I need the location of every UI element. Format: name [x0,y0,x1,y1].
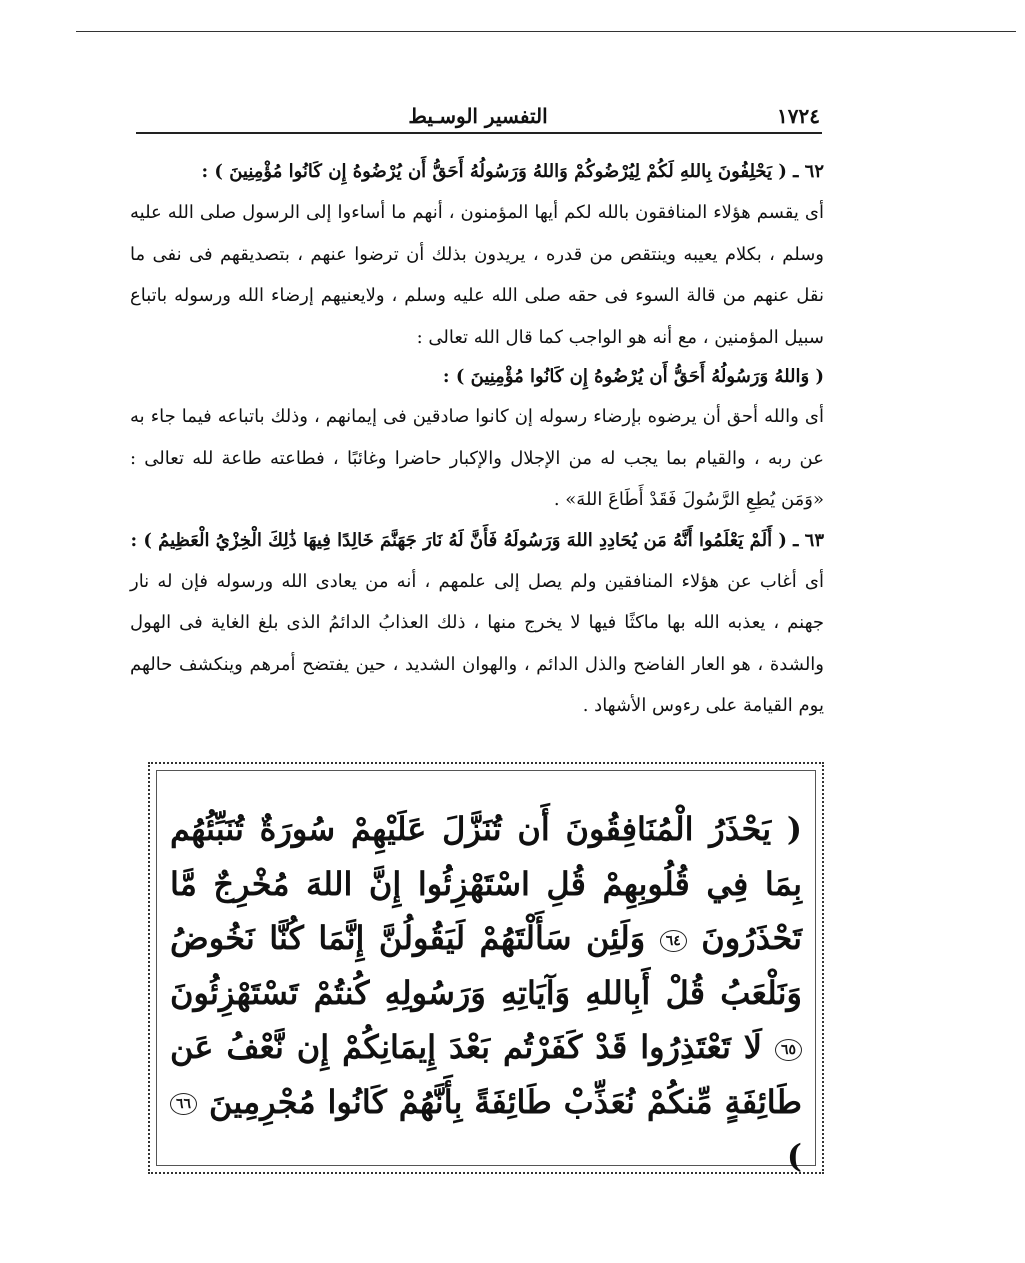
commentary-62-part2: أى والله أحق أن يرضوه بإرضاء رسوله إن كانوا صادقين فى إيمانهم ، وذلك باتباعه فيما جاء به عن ربه ، والقيام بما يجب له من الإجلال والإكبار حاضرا وغائبًا ، فطاعته طاعة لله تعالى : «وَمَن يُطِعِ الرَّسُولَ فَقَدْ أَطَاعَ اللهَ» . [130,406,824,510]
top-border-rule [76,31,1016,32]
quran-verses-text [170,802,802,1184]
commentary-62-part1: أى يقسم هؤلاء المنافقون بالله لكم أيها المؤمنون ، أنهم ما أساءوا إلى الرسول صلى الله عليه وسلم ، بكلام يعيبه وينتقص من قدره ، يريدون بذلك أن ترضوا عنهم ، بتصديقهم فى نفى ما نقل عنهم من قالة السوء فى حقه صلى الله عليه وسلم ، ولايعنيهم إرضاء الله ورسوله باتباع سبيل المؤمنين ، مع أنه هو الواجب كما قال الله تعالى : [130,202,824,348]
verse-62-heading: ٦٢ ـ ( يَحْلِفُونَ بِاللهِ لَكُمْ لِيُرْضُوكُمْ وَاللهُ وَرَسُولُهُ أَحَقُّ أَن يُرْضُوهُ إِن كَانُوا مُؤْمِنِينَ ) : [201,161,824,182]
running-title: التفسير الوسـيط [408,104,548,128]
quran-closing-bracket: ) [786,1137,802,1175]
ayah-marker-65: ٦٥ [775,1039,802,1061]
verse-63-heading: ٦٣ ـ ( أَلَمْ يَعْلَمُوا أَنَّهُ مَن يُحَادِدِ اللهَ وَرَسُولَهُ فَأَنَّ لَهُ نَارَ جَهَنَّمَ خَالِدًا فِيهَا ذَٰلِكَ الْخِزْيُ الْعَظِيمُ ) : [130,529,824,551]
commentary-body [130,152,824,727]
quran-verses-box [148,762,824,1174]
quran-segment-3: لَا تَعْتَذِرُوا قَدْ كَفَرْتُم بَعْدَ إِيمَانِكُمْ إِن نَّعْفُ عَن طَائِفَةٍ مِّنكُمْ نُعَذِّبْ طَائِفَةً بِأَنَّهُمْ كَانُوا مُجْرِمِينَ [170,1028,802,1121]
ayah-marker-64: ٦٤ [660,930,687,952]
commentary-63: أى أغاب عن هؤلاء المنافقين ولم يصل إلى علمهم ، أنه من يعادى الله ورسوله فإن له نار جهنم ، يعذبه الله بها ماكثًا فيها لا يخرج منها ، ذلك العذابُ الدائمُ الذى بلغ الغاية فى الهول والشدة ، هو العار الفاضح والذل الدائم ، والهوان الشديد ، حين يفتضح أمرهم وينكشف حالهم يوم القيامة على رءوس الأشهاد . [130,570,824,716]
page-number: ١٧٢٤ [777,104,820,128]
quran-segment-2: وَلَئِن سَأَلْتَهُمْ لَيَقُولُنَّ إِنَّمَا كُنَّا نَخُوضُ وَنَلْعَبُ قُلْ أَبِاللهِ وَآيَاتِهِ وَرَسُولِهِ كُنتُمْ تَسْتَهْزِئُونَ [170,919,802,1012]
header-rule [136,132,822,134]
quran-segment-1: ( يَحْذَرُ الْمُنَافِقُونَ أَن تُنَزَّلَ عَلَيْهِمْ سُورَةٌ تُنَبِّئُهُم بِمَا فِي قُلُوبِهِمْ قُلِ اسْتَهْزِئُوا إِنَّ اللهَ مُخْرِجٌ مَّا تَحْذَرُونَ [170,810,803,957]
ayah-marker-66: ٦٦ [170,1093,197,1115]
page-header [136,104,820,126]
quote-62: ( وَاللهُ وَرَسُولُهُ أَحَقُّ أَن يُرْضُوهُ إِن كَانُوا مُؤْمِنِينَ ) : [442,366,824,387]
